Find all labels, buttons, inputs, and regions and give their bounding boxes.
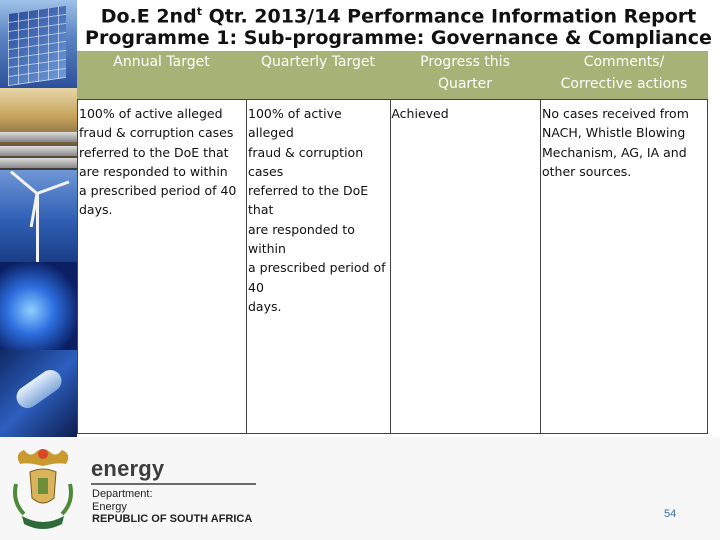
oil-refinery-image <box>0 88 77 170</box>
header-progress: Progress this Quarter <box>420 54 510 92</box>
title-line-1: Do.E $2nd^t$ Qtr. 2013/14 Performance Information Report <box>100 5 697 28</box>
light-bulb-image <box>0 350 77 437</box>
table-header <box>77 51 708 99</box>
column-divider <box>540 100 541 433</box>
header-annual-target: Annual Target <box>113 54 210 70</box>
header-comments: Comments/ Corrective actions <box>560 54 688 92</box>
department-name: Energy <box>92 501 127 513</box>
brand-wordmark: energy <box>91 456 165 481</box>
cell-annual-target: 100% of active alleged fraud & corruption cases referred to the DoE that are responded to within a prescribed period of 40 days. <box>79 106 237 218</box>
title-line-2: Programme 1: Sub-programme: Governance & Compliance <box>85 27 712 49</box>
country-name: REPUBLIC OF SOUTH AFRICA <box>92 513 253 525</box>
brand-divider <box>91 483 256 485</box>
solar-panel-image <box>0 0 77 88</box>
cell-progress: Achieved <box>391 106 449 121</box>
gas-flame-image <box>0 262 77 350</box>
decorative-image-strip <box>0 0 77 437</box>
wind-turbine-image <box>0 170 77 262</box>
page-number: 54 <box>664 508 677 520</box>
coat-of-arms-icon <box>10 444 76 534</box>
cell-quarterly-target: 100% of active alleged fraud & corruption cases referred to the DoE that are responded to within a prescribed period of 40 days. <box>248 106 386 314</box>
header-quarterly-target: Quarterly Target <box>260 54 376 70</box>
department-label: Department: <box>92 488 153 500</box>
cell-comments: No cases received from NACH, Whistle Blowing Mechanism, AG, IA and other sources. <box>542 106 689 179</box>
column-divider <box>246 100 247 433</box>
table-row <box>77 99 708 434</box>
